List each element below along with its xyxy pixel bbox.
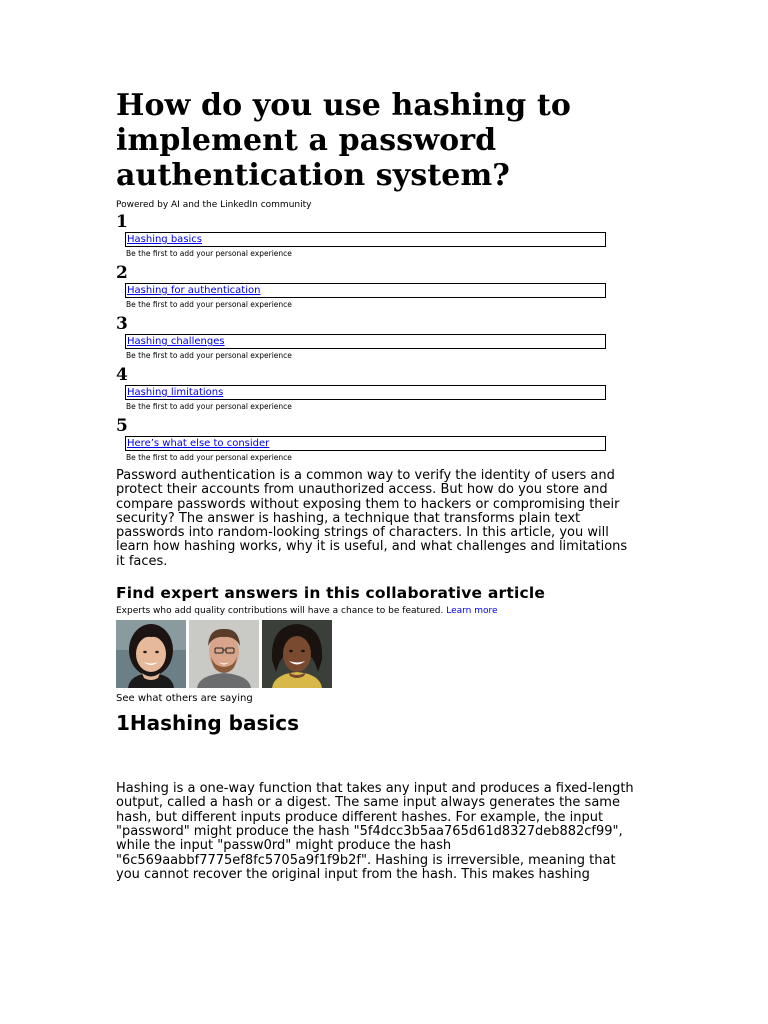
- toc-link-hashing-basics[interactable]: Hashing basics: [127, 234, 203, 245]
- toc-link-box: [125, 385, 606, 400]
- expert-avatars: [116, 620, 636, 688]
- expert-avatar-1[interactable]: [116, 620, 186, 688]
- toc-subtext: Be the first to add your personal experience: [126, 351, 292, 360]
- experts-note: [116, 605, 636, 617]
- section-body-text: Hashing is a one-way function that takes any input and produces a fixed-length output, called a hash or a digest. The same input always generates the same hash, but different inputs produce different hashes. For example, the input "password" might produce the hash "5f4dcc3b5aa765d61d8327deb882cf99", while the input "passw0rd" might produce the hash "6c569aabbf7775ef8fc5705a9f1f9b2f". Hashing is irreversible, meaning that you cannot recover the original input from the hash. This makes hashing: [116, 781, 634, 882]
- expert-avatar-2[interactable]: [189, 620, 259, 688]
- article: [116, 88, 636, 882]
- table-of-contents: [116, 213, 636, 468]
- experts-note-text: Experts who add quality contributions will have a chance to be featured.: [116, 606, 444, 617]
- toc-link-else-to-consider[interactable]: Here’s what else to consider: [127, 438, 270, 449]
- toc-number: 4: [116, 365, 128, 385]
- toc-number: 5: [116, 416, 128, 436]
- toc-item-5: [116, 417, 636, 468]
- toc-item-2: [116, 264, 636, 315]
- intro-paragraph: Password authentication is a common way to verify the identity of users and protect their accounts from unauthorized access. But how do you store and compare passwords without exposing them to hackers or compromising their security? The answer is hashing, a technique that transforms plain text passwords into random-looking strings of characters. In this article, you will learn how hashing works, why it is useful, and what challenges and limitations it faces.: [116, 468, 628, 569]
- powered-by-label: Powered by AI and the LinkedIn community: [116, 200, 312, 210]
- toc-link-box: [125, 334, 606, 349]
- toc-number: 1: [116, 212, 128, 232]
- toc-item-3: [116, 315, 636, 366]
- see-others-label: See what others are saying: [116, 693, 253, 705]
- expert-avatar-3[interactable]: [262, 620, 332, 688]
- toc-item-1: [116, 213, 636, 264]
- toc-link-box: [125, 436, 606, 451]
- learn-more-link[interactable]: Learn more: [446, 606, 498, 617]
- page-title: How do you use hashing to implement a password authentication system?: [116, 88, 571, 193]
- toc-link-box: [125, 283, 606, 298]
- experts-heading: Find expert answers in this collaborative article: [116, 584, 546, 603]
- toc-subtext: Be the first to add your personal experience: [126, 300, 292, 309]
- toc-link-hashing-for-authentication[interactable]: Hashing for authentication: [127, 285, 261, 296]
- toc-link-hashing-limitations[interactable]: Hashing limitations: [127, 387, 224, 398]
- section-heading-hashing-basics: 1Hashing basics: [116, 711, 299, 736]
- toc-subtext: Be the first to add your personal experience: [126, 453, 292, 462]
- toc-subtext: Be the first to add your personal experience: [126, 249, 292, 258]
- toc-number: 2: [116, 263, 128, 283]
- toc-item-4: [116, 366, 636, 417]
- toc-link-box: [125, 232, 606, 247]
- toc-number: 3: [116, 314, 128, 334]
- toc-link-hashing-challenges[interactable]: Hashing challenges: [127, 336, 225, 347]
- toc-subtext: Be the first to add your personal experience: [126, 402, 292, 411]
